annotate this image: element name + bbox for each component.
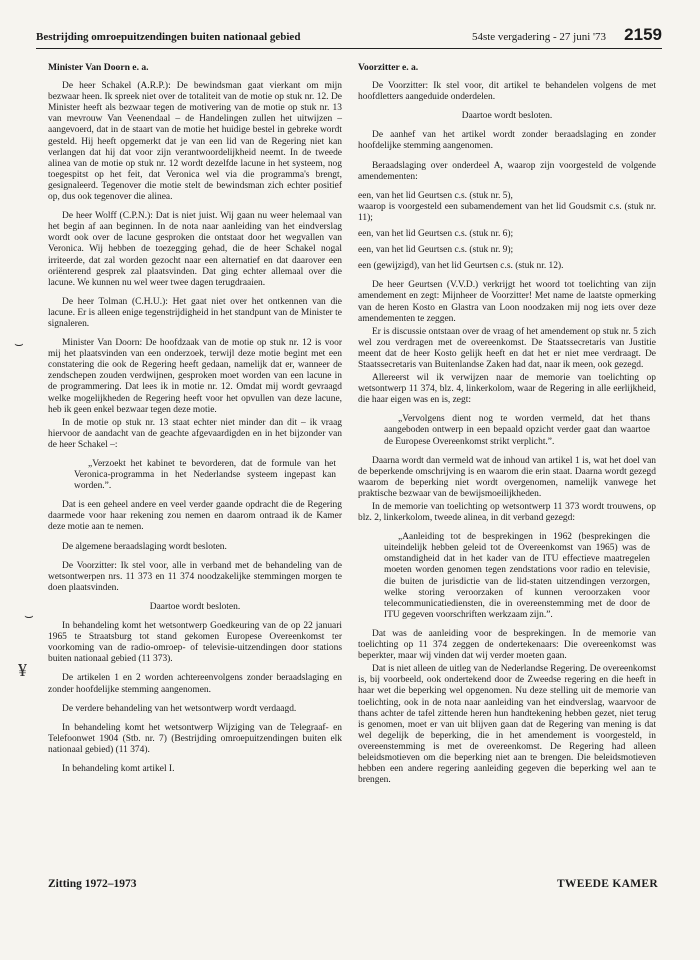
amendment-item: waarop is voorgesteld een subamendement van het lid Goudsmit c.s. (stuk nr. 11); (358, 201, 656, 223)
paragraph: Dat is niet alleen de uitleg van de Nederlandse Regering. De overeenkomst is, bij voorbeeld, ook ondertekend door de Zweedse regering en die heeft in haar wet die beperking wel opgenomen. Nu deze stelling uit de memorie van toelichting, ook in de nota naar aanleiding van het eindverslag, waarvoor de thans achter de tafel zittende heren hun handtekening hebben gezet, niet terug is genomen, moet er van uit blijven gaan dat de Regering van mening is dat wel degelijk de beperking, die in het amendement is voorgesteld, in overeenstemming is met de overeenkomst. De Regering had alleen beleidsmotieven om die beperking niet aan te brengen. Die beleidsmotieven hebben een andere regering aanleiding gegeven die beperking wel aan te brengen. (358, 664, 656, 786)
paragraph: De heer Schakel (A.R.P.): De bewindsman gaat vierkant om mijn bezwaar heen. Ik spreek niet over de totaliteit van de motie op stuk nr. 12. De Minister heeft als bezwaar tegen de motivering van de motie op stuk nr. 13 van mevrouw Van Veenendaal – de Handelingen zullen het uitwijzen – aangevoerd, dat in de staart van de motie het huidige bestel in gebreke wordt gesteld. Hij heeft opgemerkt dat je van een lid van de Regering niet kan verlangen dat hij dat voor zijn verantwoordelijkheid neemt. In de tweede alinea van de motie op stuk nr. 12 wordt dezelfde lacune in het systeem, nog toegespitst op het feit, dat Veronica wel via die programma's brengt, gesignaleerd. Tegenover die motie stelt de bewindsman zich echter positief op, dus ook tegenover die alinea. (48, 81, 342, 203)
paragraph: In behandeling komt artikel I. (62, 763, 175, 774)
right-column (358, 62, 656, 794)
paragraph: Daartoe wordt besloten. (149, 601, 241, 612)
paragraph: Allereerst wil ik verwijzen naar de memorie van toelichting op wetsontwerp 11 374, blz. 4, linkerkolom, waar de Regering in alle eerlijkheid, die haar eigen was en is, zegt: (358, 373, 656, 406)
left-column (48, 62, 342, 783)
paragraph: In de motie op stuk nr. 13 staat echter niet minder dan dit – ik vraag hiervoor de aandacht van de geachte afgevaardigden en in het bijzonder van de heer Schakel –: (48, 417, 342, 450)
paragraph: De heer Tolman (C.H.U.): Het gaat niet over het ontkennen van die lacune. Er is alleen enige tegenstrijdigheid in het standpunt van de Minister te signaleren. (48, 296, 342, 329)
paragraph: Daarna wordt dan vermeld wat de inhoud van artikel 1 is, wat het doel van de beperkende omschrijving is en waarom die erin staat. Daarna wordt gezegd waarom de beperking niet wordt overgenomen, namelijk vanwege het praktische bezwaar van de bewijsmoeilijkheden. (358, 455, 656, 499)
paragraph: De heer Wolff (C.P.N.): Dat is niet juist. Wij gaan nu weer helemaal van het begin af aan beginnen. In de nota naar aanleiding van het eindverslag wordt ook over de lacune gesproken die ontstaat door het wegvallen van Veronica. Wij hebben de toezegging gehad, die de heer Schakel nogal irriteerde, dat zal worden gezocht naar een alternatief en dat daarover een oriënterend gesprek zal plaatsvinden. Dat ging echter allemaal over die lacune. We kunnen nu wel weer twee dagen terugdraaien. (48, 211, 342, 288)
paragraph: De Voorzitter: Ik stel voor, dit artikel te behandelen volgens de met hoofdletters aangeduide onderdelen. (358, 81, 656, 103)
paragraph: Dat was de aanleiding voor de besprekingen. In de memorie van toelichting op 11 374 zeggen de ondertekenaars: Die overeenkomst was beperkter, maar wij vinden dat wij verder moeten gaan. (358, 628, 656, 662)
paragraph: In behandeling komt het wetsontwerp Wijziging van de Telegraaf- en Telefoonwet 1904 (Stb. nr. 7) (Bestrijding omroepuitzendingen buiten elk nationaal gebied) (11 374). (48, 722, 342, 755)
margin-pencil-mark: ⌣ (14, 337, 24, 353)
margin-pencil-mark: ¥ (18, 660, 27, 680)
margin-pencil-mark: ⌣ (24, 609, 34, 625)
paragraph: Dat is een geheel andere en veel verder gaande opdracht die de Regering daarmede voor haar rekening zou nemen en daarom ontraad ik de Kamer deze motie aan te nemen. (48, 500, 342, 533)
amendment-item: een, van het lid Geurtsen c.s. (stuk nr. 6); (358, 229, 514, 240)
paragraph: De aanhef van het artikel wordt zonder beraadslaging en zonder hoofdelijke stemming aangenomen. (358, 130, 656, 152)
paragraph: De algemene beraadslaging wordt besloten. (62, 541, 227, 552)
paragraph: Beraadslaging over onderdeel A, waarop zijn voorgesteld de volgende amendementen: (358, 160, 656, 182)
quotation: „Vervolgens dient nog te worden vermeld, dat het thans aangeboden ontwerp in een bepaald opzicht verder gaat dan waartoe de Europese Overeenkomst strikt verplicht.”. (384, 414, 650, 447)
amendment-item: een, van het lid Geurtsen c.s. (stuk nr. 9); (358, 245, 514, 256)
paragraph: In de memorie van toelichting op wetsontwerp 11 373 wordt trouwens, op blz. 2, linkerkolom, tweede alinea, in dit verband gezegd: (358, 502, 656, 524)
paragraph: De verdere behandeling van het wetsontwerp wordt verdaagd. (62, 703, 297, 714)
paragraph: De artikelen 1 en 2 worden achtereenvolgens zonder beraadslaging en zonder hoofdelijke stemming aangenomen. (48, 673, 342, 695)
right-column-heading: Voorzitter e. a. (358, 62, 419, 73)
amendment-item: een (gewijzigd), van het lid Geurtsen c.s. (stuk nr. 12). (358, 261, 564, 272)
header-meeting: 54ste vergadering - 27 juni '73 (471, 31, 606, 43)
header-title: Bestrijding omroepuitzendingen buiten nationaal gebied (36, 31, 301, 43)
paragraph: Daartoe wordt besloten. (461, 111, 553, 122)
paragraph: Minister Van Doorn: De hoofdzaak van de motie op stuk nr. 12 is voor mij het plaatsvinden van een onderzoek, terwijl deze motie begint met een constatering die ook de Regering heeft gedaan, namelijk dat er, wanneer de zendschepen zouden verdwijnen, gesproken moet worden van een lacune in de programmering. Dat lees ik in motie nr. 12. Omdat mij wordt gevraagd welke mogelijkheden de Regering heeft voor het opvullen van deze lacune, heb ik geen enkel bezwaar tegen deze motie. (48, 338, 342, 415)
page-number: 2159 (624, 25, 662, 44)
paragraph: In behandeling komt het wetsontwerp Goedkeuring van de op 22 januari 1965 te Straatsburg tot stand gekomen Europese Overeenkomst ter voorkoming van de radio-omroep- of televisie-uitzendingen door stations buiten nationaal gebied (11 373). (48, 621, 342, 665)
paragraph: Er is discussie ontstaan over de vraag of het amendement op stuk nr. 5 zich wel zou verdragen met de overeenkomst. De Staatssecretaris van Justitie meent dat de heer Kosto gelijk heeft en dat het er niet mee verdraagt. De Staatssecretaris van Buitenlandse Zaken had dat, naar ik meen, ook gezegd. (358, 326, 656, 370)
paragraph: De heer Geurtsen (V.V.D.) verkrijgt het woord tot toelichting van zijn amendement en zegt: Mijnheer de Voorzitter! Met name de laatste opmerking van de heren Kosto en Glastra van Loon noodzaken mij nog iets over deze amendementen te zeggen. (358, 280, 656, 324)
quotation: „Verzoekt het kabinet te bevorderen, dat de formule van het Veronica-programma in het Nederlandse systeem ingepast kan worden.”. (74, 459, 336, 492)
footer-chamber: TWEEDE KAMER (556, 878, 658, 890)
page-header (36, 26, 662, 49)
footer-session: Zitting 1972–1973 (48, 878, 137, 890)
paragraph: De Voorzitter: Ik stel voor, alle in verband met de behandeling van de wetsontwerpen nrs. 11 373 en 11 374 noodzakelijke stemmingen morgen te doen plaatsvinden. (48, 560, 342, 593)
quotation: „Aanleiding tot de besprekingen in 1962 (besprekingen die uiteindelijk hebben geleid tot de Overeenkomst van 1965) was de omstandigheid dat in het kader van de ITU effectieve maatregelen moeten worden genomen tegen zendstations voor radio en televisie, die buiten de jurisdictie van de lid-staten uitzendingen verzorgen, welke storing veroorzaken of kunnen veroorzaken voor telecommunicatiediensten, die in overeenstemming met de door de ITU gegeven voorschriften werkzaam zijn.”. (384, 532, 650, 620)
left-column-heading: Minister Van Doorn e. a. (48, 62, 149, 73)
amendment-item: een, van het lid Geurtsen c.s. (stuk nr. 5), (358, 190, 513, 201)
